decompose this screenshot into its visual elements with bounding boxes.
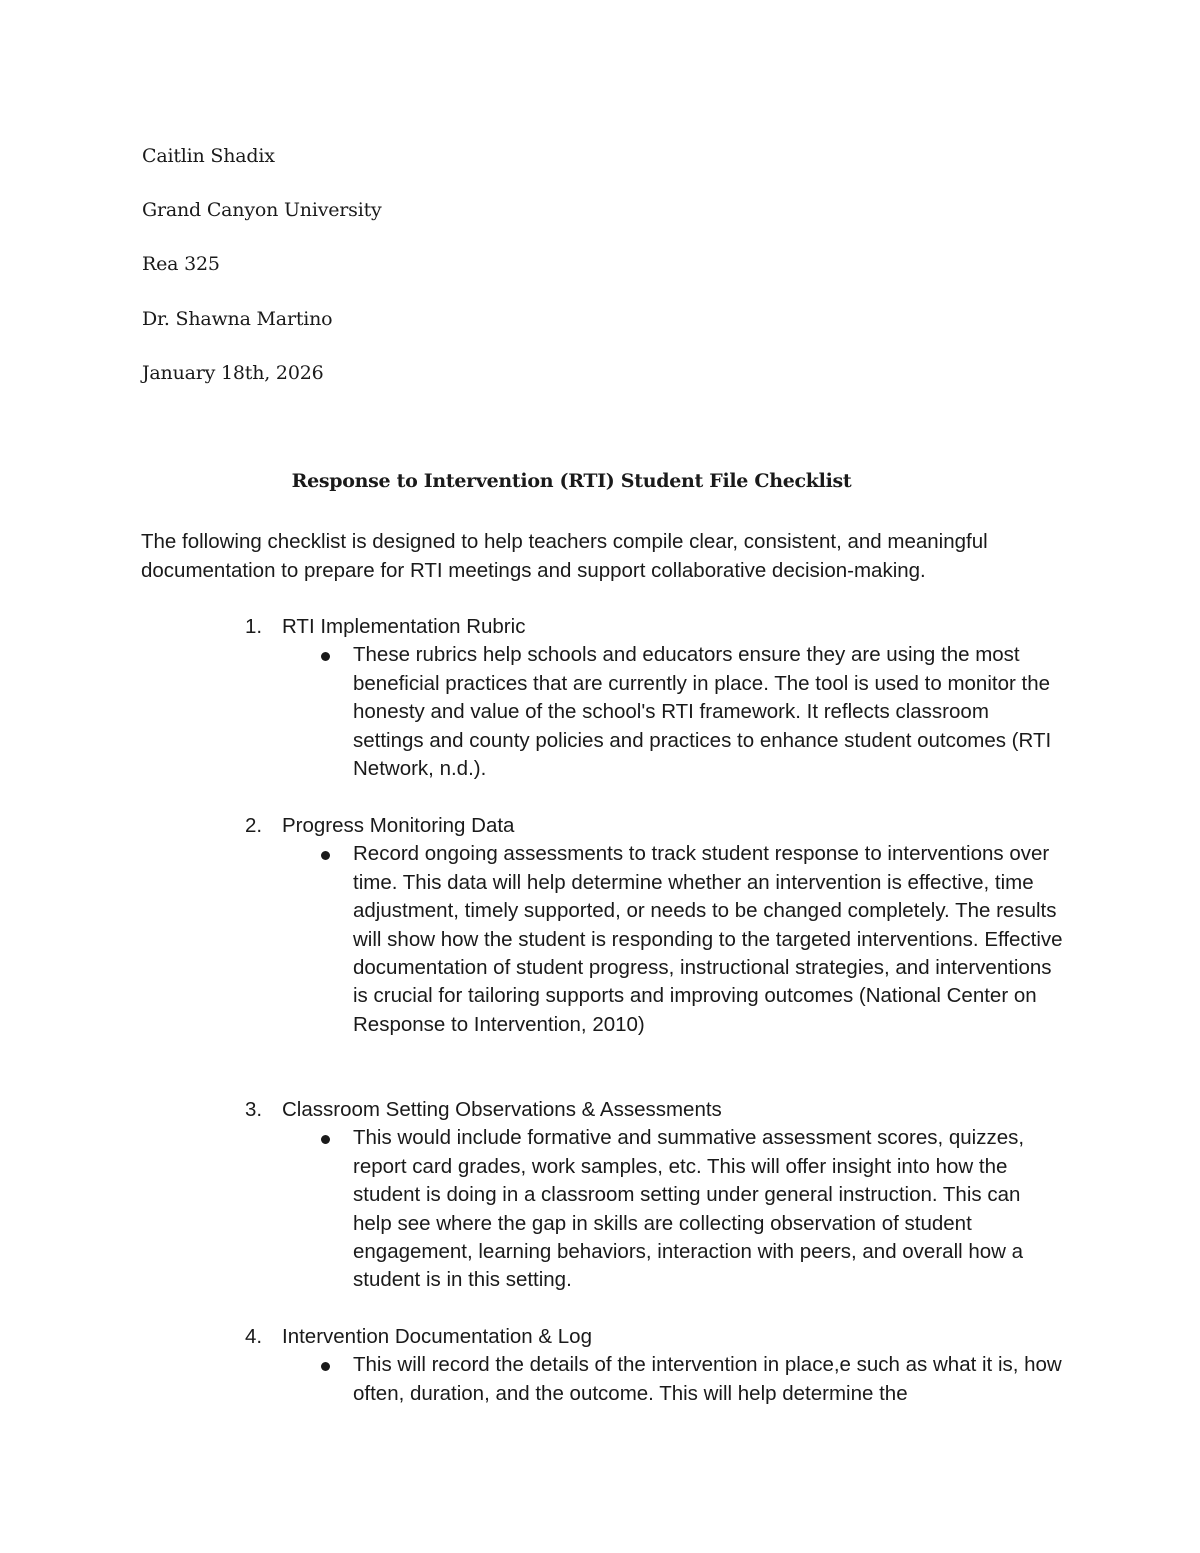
item-heading: Progress Monitoring Data [282, 814, 515, 837]
checklist-item-4 [245, 1323, 1075, 1408]
bullet-text: Record ongoing assessments to track student response to interventions over time. This data will help determine whether an intervention is effective, time adjustment, timely supported, or needs to be changed completely. The results will show how the student is responding to the targeted interventions. Effective documentation of student progress, instructional strategies, and interventions is crucial for tailoring supports and improving outcomes (National Center on Response to Intervention, 2010) [353, 842, 1063, 1036]
bullet-icon [321, 652, 330, 661]
item-number: 1. [245, 615, 263, 638]
checklist-item-3 [245, 1096, 1075, 1295]
checklist-item-2 [245, 812, 1075, 1039]
university-name: Grand Canyon University [142, 199, 382, 221]
bullet-icon [321, 1362, 330, 1371]
bullet-point [353, 840, 1063, 1039]
item-heading-row [245, 1323, 1075, 1351]
bullet-point [353, 1124, 1063, 1294]
item-number: 3. [245, 1098, 263, 1121]
bullet-text: This will record the details of the intervention in place,e such as what it is, how often, duration, and the outcome. This will help determine the [353, 1353, 1062, 1405]
submission-date: January 18th, 2026 [142, 362, 324, 384]
bullet-icon [321, 851, 330, 860]
item-heading: RTI Implementation Rubric [282, 615, 526, 638]
bullet-icon [321, 1135, 330, 1144]
item-heading-row [245, 1096, 1075, 1124]
bullet-point [353, 641, 1063, 783]
item-heading: Intervention Documentation & Log [282, 1325, 592, 1348]
item-heading-row [245, 812, 1075, 840]
author-name: Caitlin Shadix [142, 145, 275, 167]
item-number: 4. [245, 1325, 263, 1348]
instructor-name: Dr. Shawna Martino [142, 308, 333, 330]
document-title: Response to Intervention (RTI) Student File Checklist [291, 470, 852, 492]
bullet-text: This would include formative and summative assessment scores, quizzes, report card grades, work samples, etc. This will offer insight into how the student is doing in a classroom setting under general instruction. This can help see where the gap in skills are collecting observation of student engagement, learning behaviors, interaction with peers, and overall how a student is in this setting. [353, 1126, 1025, 1292]
item-heading: Classroom Setting Observations & Assessments [282, 1098, 722, 1121]
bullet-text: These rubrics help schools and educators ensure they are using the most beneficial practices that are currently in place. The tool is used to monitor the honesty and value of the school's RTI framework. It reflects classroom settings and county policies and practices to enhance student outcomes (RTI Network, n.d.). [353, 643, 1052, 781]
intro-paragraph: The following checklist is designed to help teachers compile clear, consistent, and meaningful documentation to prepare for RTI meetings and support collaborative decision-making. [141, 530, 988, 582]
checklist-item-1 [245, 613, 1075, 783]
item-number: 2. [245, 814, 263, 837]
item-heading-row [245, 613, 1075, 641]
course-code: Rea 325 [142, 253, 220, 275]
bullet-point [353, 1351, 1063, 1408]
